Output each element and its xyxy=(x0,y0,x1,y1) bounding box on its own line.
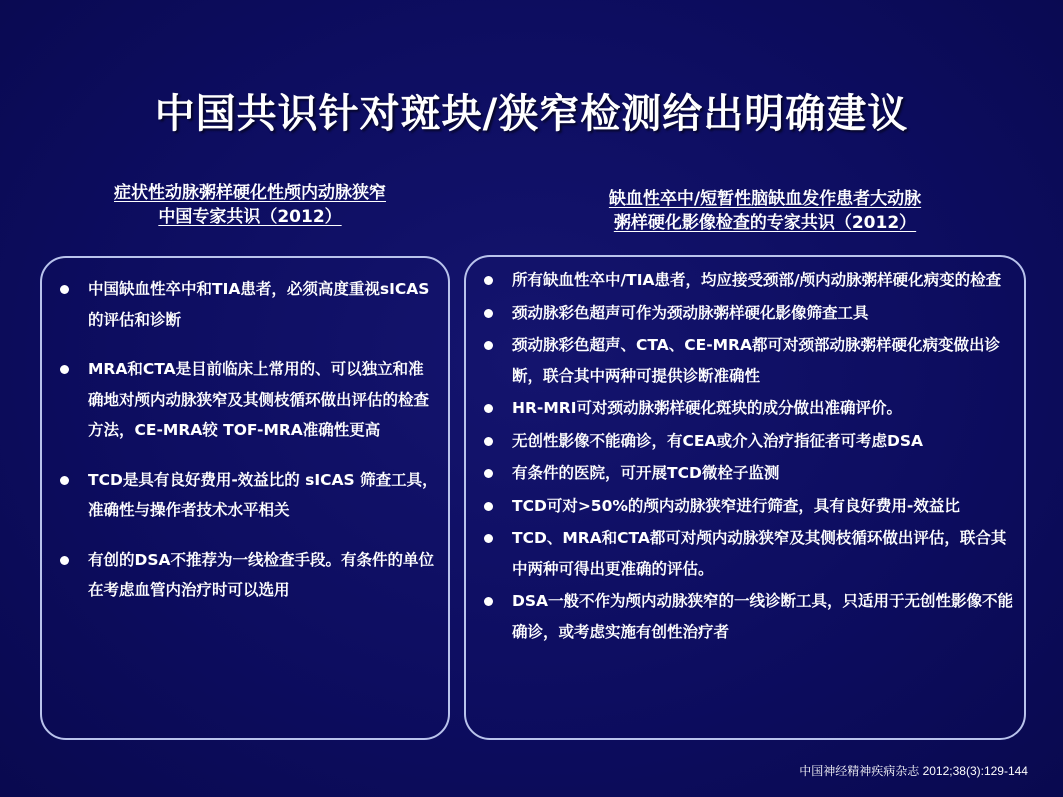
list-item xyxy=(482,586,1017,647)
list-item-text: 颈动脉彩色超声可作为颈动脉粥样硬化影像筛查工具 xyxy=(512,303,869,322)
bullet-icon xyxy=(60,365,69,374)
left-recommendation-box xyxy=(40,256,450,740)
left-bullet-list xyxy=(58,274,438,625)
list-item xyxy=(58,545,438,606)
bullet-icon xyxy=(484,341,493,350)
list-item xyxy=(482,330,1017,391)
list-item-text: 有创的DSA不推荐为一线检查手段。有条件的单位在考虑血管内治疗时可以选用 xyxy=(88,550,435,599)
list-item-text: DSA一般不作为颅内动脉狭窄的一线诊断工具，只适用于无创性影像不能确诊，或考虑实施有创性治疗者 xyxy=(512,592,1014,641)
bullet-icon xyxy=(484,404,493,413)
bullet-icon xyxy=(484,534,493,543)
bullet-icon xyxy=(484,437,493,446)
right-heading-line-1: 缺血性卒中/短暂性脑缺血发作患者大动脉 xyxy=(608,189,922,209)
citation: 中国神经精神疾病杂志 2012;38(3):129-144 xyxy=(799,764,1028,778)
slide-title: 中国共识针对斑块/狭窄检测给出明确建议 xyxy=(154,91,909,137)
list-item xyxy=(482,491,1017,522)
list-item-text: 所有缺血性卒中/TIA患者，均应接受颈部/颅内动脉粥样硬化病变的检查 xyxy=(512,271,1002,289)
list-item xyxy=(58,354,438,446)
list-item-text: 颈动脉彩色超声、CTA、CE-MRA都可对颈部动脉粥样硬化病变做出诊断，联合其中两种可提供诊断准确性 xyxy=(512,336,1000,385)
list-item xyxy=(58,465,438,526)
list-item xyxy=(482,265,1017,296)
list-item-text: 中国缺血性卒中和TIA患者，必须高度重视sICAS的评估和诊断 xyxy=(88,280,430,329)
list-item-text: TCD可对>50%的颅内动脉狭窄进行筛查，具有良好费用-效益比 xyxy=(512,496,960,515)
bullet-icon xyxy=(60,476,69,485)
bullet-icon xyxy=(484,502,493,511)
list-item-text: MRA和CTA是目前临床上常用的、可以独立和准确地对颅内动脉狭窄及其侧枝循环做出评估的检查方法，CE-MRA较 TOF-MRA准确性更高 xyxy=(88,360,430,439)
list-item xyxy=(482,426,1017,457)
right-bullet-list xyxy=(482,265,1017,649)
bullet-icon xyxy=(484,276,493,285)
bullet-icon xyxy=(60,285,69,294)
left-heading xyxy=(60,181,440,229)
bullet-icon xyxy=(60,556,69,565)
list-item xyxy=(58,274,438,335)
bullet-icon xyxy=(484,469,493,478)
left-heading-line-2: 中国专家共识（2012） xyxy=(158,207,342,227)
list-item xyxy=(482,458,1017,489)
left-heading-line-1: 症状性动脉粥样硬化性颅内动脉狭窄 xyxy=(114,183,386,203)
list-item-text: TCD是具有良好费用-效益比的 sICAS 筛查工具，准确性与操作者技术水平相关 xyxy=(88,470,438,519)
list-item xyxy=(482,298,1017,329)
right-heading-line-2: 粥样硬化影像检查的专家共识（2012） xyxy=(613,213,917,233)
list-item xyxy=(482,523,1017,584)
bullet-icon xyxy=(484,309,493,318)
list-item-text: 有条件的医院，可开展TCD微栓子监测 xyxy=(512,464,780,482)
bullet-icon xyxy=(484,597,493,606)
list-item-text: HR-MRI可对颈动脉粥样硬化斑块的成分做出准确评价。 xyxy=(512,399,902,417)
list-item-text: TCD、MRA和CTA都可对颅内动脉狭窄及其侧枝循环做出评估，联合其中两种可得出更准确的评估。 xyxy=(512,529,1007,578)
right-recommendation-box xyxy=(464,255,1026,740)
list-item xyxy=(482,393,1017,424)
list-item-text: 无创性影像不能确诊，有CEA或介入治疗指征者可考虑DSA xyxy=(512,431,923,450)
right-heading xyxy=(535,187,995,235)
